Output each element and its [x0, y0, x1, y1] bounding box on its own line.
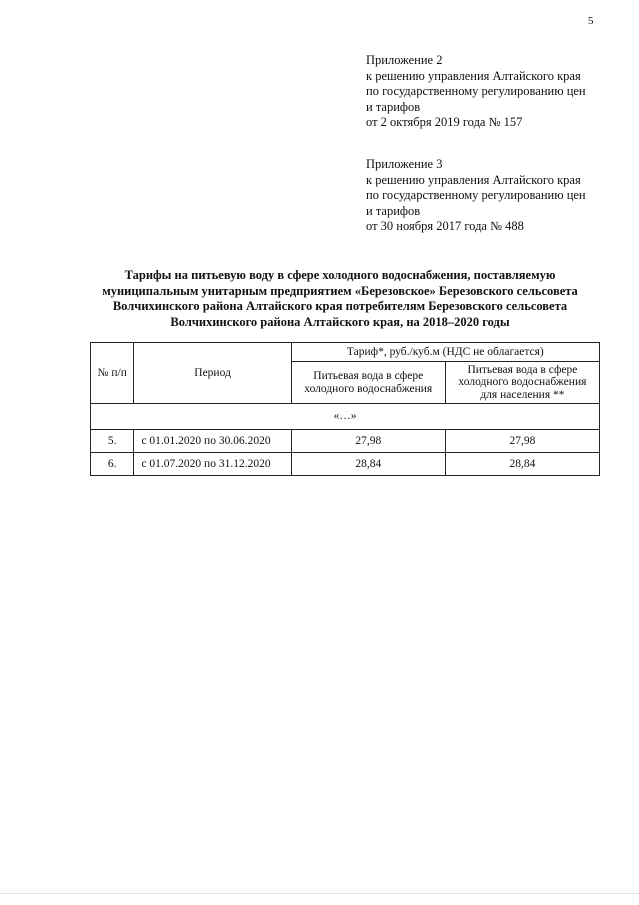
appendix-3-line: и тарифов [366, 203, 421, 218]
row-tariff-population: 28,84 [445, 453, 599, 476]
row-tariff-general: 27,98 [291, 430, 445, 453]
scan-edge-line [0, 893, 639, 894]
row-period: с 01.01.2020 по 30.06.2020 [134, 430, 291, 453]
appendix-2-line: Приложение 2 [366, 53, 443, 67]
header-period: Период [134, 343, 291, 404]
document-title [60, 268, 620, 330]
table-ellipsis-row [91, 404, 600, 430]
appendix-3-line: от 30 ноября 2017 года № 488 [366, 219, 524, 233]
header-number: № п/п [91, 343, 134, 404]
document-title-line: муниципальным унитарным предприятием «Березовское» Березовского сельсовета [102, 283, 578, 298]
table-header-row [91, 343, 600, 362]
row-tariff-population: 27,98 [445, 430, 599, 453]
document-title-line: Волчихинского района Алтайского края потребителям Березовского сельсовета [112, 299, 568, 313]
header-tariff-group: Тариф*, руб./куб.м (НДС не облагается) [291, 343, 599, 362]
appendix-2-line: и тарифов [366, 99, 421, 114]
table-row [91, 453, 600, 476]
header-general: Питьевая вода в сфере холодного водоснабжения [291, 362, 445, 404]
appendix-2-block [366, 53, 616, 131]
appendix-3-line: Приложение 3 [366, 157, 443, 171]
row-tariff-general: 28,84 [291, 453, 445, 476]
appendix-2-line: к решению управления Алтайского края [366, 68, 581, 83]
page-number: 5 [588, 15, 594, 27]
appendix-2-line: от 2 октября 2019 года № 157 [366, 115, 523, 129]
tariff-table [90, 342, 600, 476]
table-row [91, 430, 600, 453]
appendix-2-line: по государственному регулированию цен [366, 84, 586, 98]
header-population: Питьевая вода в сфере холодного водоснабжения для населения ** [445, 362, 599, 404]
appendix-3-block [366, 157, 616, 235]
appendix-3-line: к решению управления Алтайского края [366, 172, 581, 187]
row-number: 6. [91, 453, 134, 476]
row-number: 5. [91, 430, 134, 453]
ellipsis-mark: «…» [91, 404, 600, 430]
document-title-line: Тарифы на питьевую воду в сфере холодного водоснабжения, поставляемую [124, 268, 556, 282]
row-period: с 01.07.2020 по 31.12.2020 [134, 453, 291, 476]
appendix-3-line: по государственному регулированию цен [366, 188, 586, 202]
document-title-line: Волчихинского района Алтайского края, на 2018–2020 годы [170, 314, 510, 329]
